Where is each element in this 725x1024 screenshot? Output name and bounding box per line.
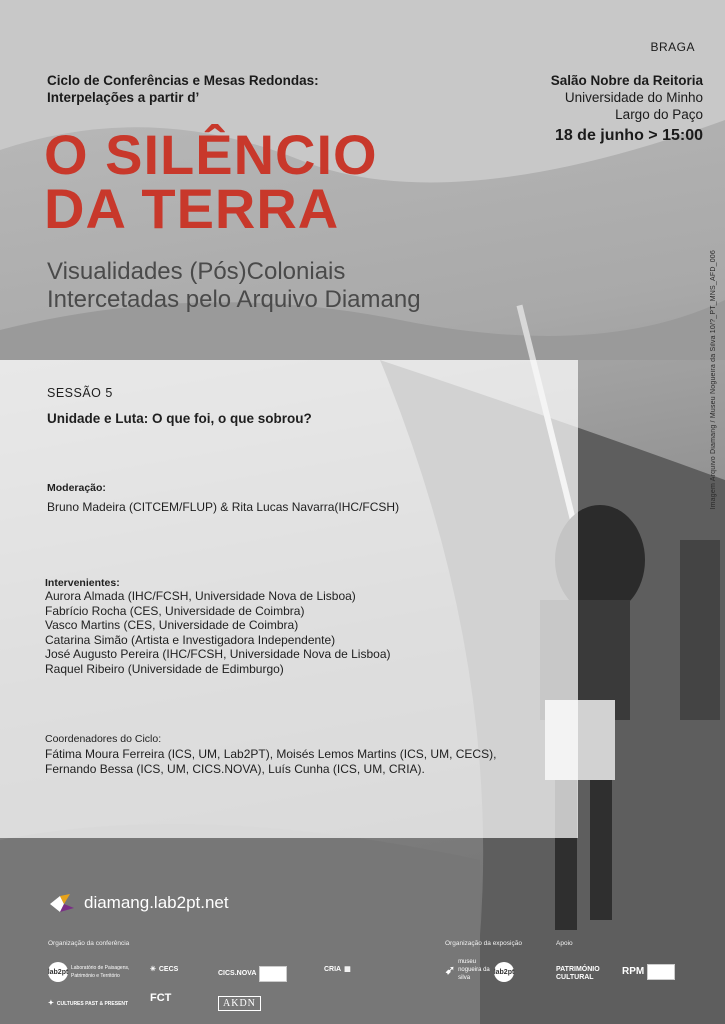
speakers-label: Intervenientes: <box>45 577 120 589</box>
patrimonio-logo <box>556 966 608 982</box>
title-line-2: DA TERRA <box>44 177 340 240</box>
main-title <box>44 123 378 240</box>
moderation-block <box>47 482 399 515</box>
website-url: diamang.lab2pt.net <box>84 893 229 912</box>
eu-flag-icon <box>259 966 287 982</box>
subtitle-line-1: Visualidades (Pós)Coloniais <box>47 258 346 285</box>
lab2pt-logo <box>48 962 131 982</box>
cria-logo <box>324 966 351 974</box>
support-label: Apoio <box>556 940 573 947</box>
image-credit: Imagem Arquivo Diamang / Museu Nogueira da Silva 10/?_PT_MNS_AFD_006 <box>710 250 717 510</box>
coordinators-label: Coordenadores do Ciclo: <box>45 733 162 745</box>
session-title: Unidade e Luta: O que foi, o que sobrou? <box>47 411 312 426</box>
venue-address: Largo do Paço <box>615 107 703 122</box>
website-link[interactable] <box>48 892 229 914</box>
moderation-label: Moderação: <box>47 482 106 494</box>
speaker-item: Catarina Simão (Artista e Investigadora Independente) <box>45 632 336 647</box>
cria-pattern-icon: ▦ <box>344 966 351 973</box>
moderators: Bruno Madeira (CITCEM/FLUP) & Rita Lucas Navarra(IHC/FCSH) <box>47 500 400 514</box>
lab2pt-circle-icon: lab2pt <box>48 962 68 982</box>
coordinators-line-1: Fátima Moura Ferreira (ICS, UM, Lab2PT), Moisés Lemos Martins (ICS, UM, CECS), <box>45 747 497 761</box>
cria-text: CRIA <box>324 966 342 973</box>
cicsnova-text: CICS.NOVA <box>218 970 257 977</box>
cultures-text: CULTURES PAST & PRESENT <box>56 1001 129 1007</box>
cecs-logo <box>150 966 178 974</box>
museu-logo <box>445 958 494 982</box>
museu-arrow-icon: ➹ <box>445 963 456 977</box>
session-number: SESSÃO 5 <box>47 386 113 400</box>
rpm-text: RPM <box>622 966 645 977</box>
cultures-logo <box>48 1000 128 1008</box>
rpm-logo <box>622 964 675 980</box>
patrimonio-text: PATRIMÓNIO CULTURAL <box>556 966 600 981</box>
speaker-item: Vasco Martins (CES, Universidade de Coimbra) <box>45 618 299 632</box>
title-line-1: O SILÊNCIO <box>44 123 378 186</box>
org-exhibition-label: Organização da exposição <box>445 940 522 947</box>
coordinators-block <box>45 733 496 776</box>
diamang-logo-icon <box>48 892 76 914</box>
akdn-logo: AKDN <box>218 996 261 1011</box>
speaker-item: Aurora Almada (IHC/FCSH, Universidade Nova de Lisboa) <box>45 589 356 603</box>
series-line-2: Interpelações a partir d’ <box>47 90 200 105</box>
cultures-star-icon: ✦ <box>48 1000 54 1007</box>
venue-block <box>551 72 703 144</box>
speaker-item: Raquel Ribeiro (Universidade de Edimburgo) <box>45 661 284 676</box>
lab2pt-subtitle: Laboratório de Paisagens, Património e Território <box>71 965 130 979</box>
cecs-text: CECS <box>158 966 179 973</box>
city: BRAGA <box>650 40 695 54</box>
fct-text: FCT <box>150 992 172 1004</box>
speaker-item: José Augusto Pereira (IHC/FCSH, Universidade Nova de Lisboa) <box>45 647 391 661</box>
speaker-item: Fabrício Rocha (CES, Universidade de Coimbra) <box>45 603 305 618</box>
event-datetime: 18 de junho > 15:00 <box>554 127 703 144</box>
org-conference-label: Organização da conferência <box>48 940 130 947</box>
conference-series <box>47 72 319 106</box>
museu-text: museu nogueira da silva <box>458 959 490 981</box>
eu-flag-icon <box>647 964 675 980</box>
coordinators-line-2: Fernando Bessa (ICS, UM, CICS.NOVA), Luís Cunha (ICS, UM, CRIA). <box>45 761 425 776</box>
venue-name: Salão Nobre da Reitoria <box>550 73 703 88</box>
venue-university: Universidade do Minho <box>564 90 703 105</box>
subtitle <box>47 258 421 314</box>
cicsnova-logo <box>218 966 287 982</box>
series-line-1: Ciclo de Conferências e Mesas Redondas: <box>47 73 319 88</box>
cecs-star-icon: ✳ <box>150 966 156 973</box>
lab2pt-circle-icon: lab2pt <box>494 962 514 982</box>
fct-logo <box>150 994 171 1002</box>
lab2pt-exhibition-logo <box>494 962 514 982</box>
subtitle-line-2: Intercetadas pelo Arquivo Diamang <box>47 286 421 313</box>
speakers-block <box>45 577 391 676</box>
